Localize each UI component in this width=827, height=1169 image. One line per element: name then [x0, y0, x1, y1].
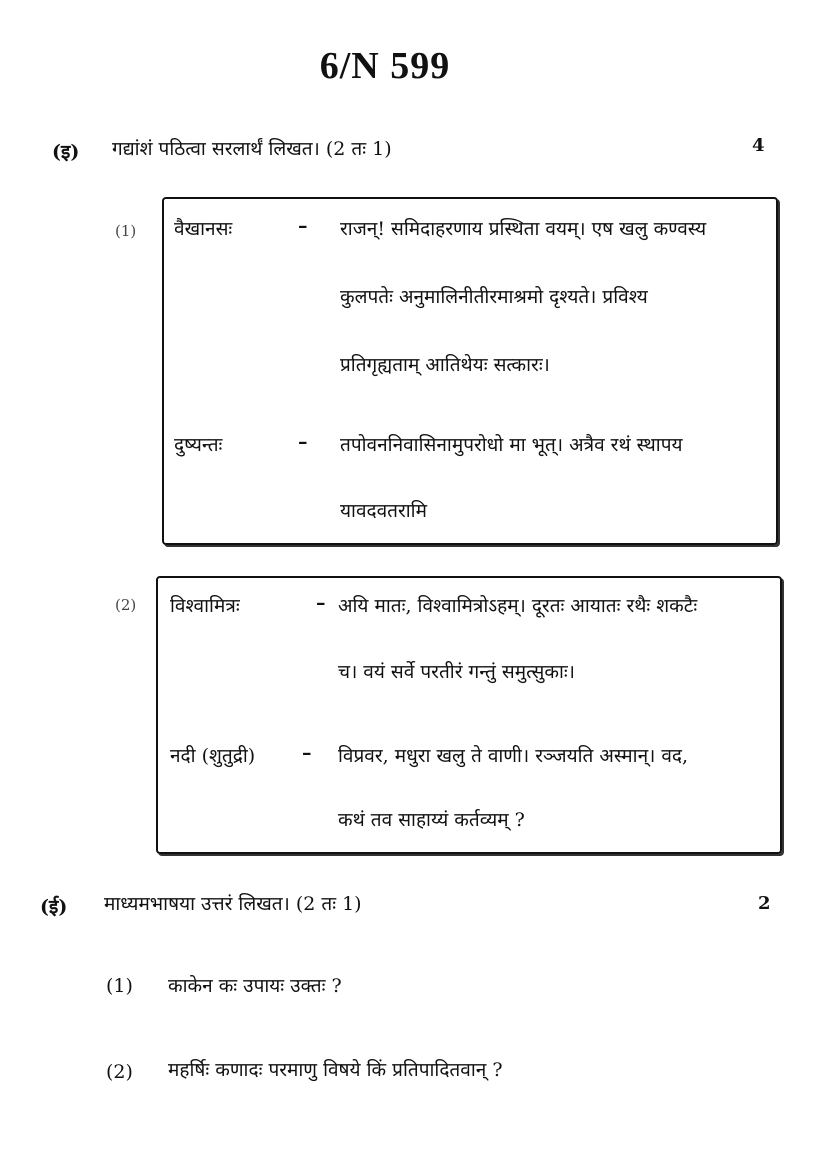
passage-number: (2)	[115, 596, 137, 614]
dialogue-line: प्रतिगृह्यताम् आतिथेयः सत्कारः।	[340, 354, 550, 376]
section-marks: 2	[758, 893, 771, 914]
dialogue-line: राजन्! समिदाहरणाय प्रस्थिता वयम्। एष खलु कण्वस्य	[340, 218, 707, 240]
question-text: महर्षिः कणादः परमाणु विषये किं प्रतिपादितवान् ?	[168, 1059, 503, 1081]
speaker-name: नदी (शुतुद्री)	[170, 745, 256, 767]
section-instruction: गद्यांशं पठित्वा सरलार्थं लिखत। (2 तः 1)	[112, 138, 392, 160]
dialogue-line: कथं तव साहाय्यं कर्तव्यम् ?	[338, 809, 525, 831]
question-number: (1)	[106, 975, 133, 997]
dialogue-line: कुलपतेः अनुमालिनीतीरमाश्रमो दृश्यते। प्रविश्य	[340, 286, 648, 308]
section-label: (इ)	[52, 141, 80, 163]
passage-box	[162, 197, 778, 545]
speaker-name: दुष्यन्तः	[174, 434, 223, 456]
dialogue-line: यावदवतरामि	[340, 500, 427, 522]
question-number: (2)	[106, 1061, 133, 1083]
dialogue-line: अयि मातः, विश्वामित्रोऽहम्। दूरतः आयातः रथैः शकटैः	[338, 595, 698, 617]
section-instruction: माध्यमभाषया उत्तरं लिखत। (2 तः 1)	[104, 893, 362, 915]
speaker-name: वैखानसः	[174, 218, 233, 240]
speaker-dash: –	[298, 431, 308, 453]
dialogue-line: च। वयं सर्वे परतीरं गन्तुं समुत्सुकाः।	[338, 661, 575, 683]
page-code: 6/N 599	[319, 45, 451, 87]
dialogue-line: विप्रवर, मधुरा खलु ते वाणी। रञ्जयति अस्मान्। वद,	[338, 745, 689, 767]
passage-number: (1)	[115, 222, 137, 240]
dialogue-line: तपोवननिवासिनामुपरोधो मा भूत्। अत्रैव रथं स्थापय	[340, 434, 683, 456]
section-label: (ई)	[40, 896, 68, 918]
speaker-dash: –	[302, 742, 312, 764]
speaker-dash: –	[298, 215, 308, 237]
speaker-dash: –	[316, 592, 326, 614]
speaker-name: विश्वामित्रः	[170, 595, 240, 617]
passage-box	[156, 576, 782, 854]
section-marks: 4	[752, 135, 765, 156]
question-text: काकेन कः उपायः उक्तः ?	[168, 975, 342, 997]
